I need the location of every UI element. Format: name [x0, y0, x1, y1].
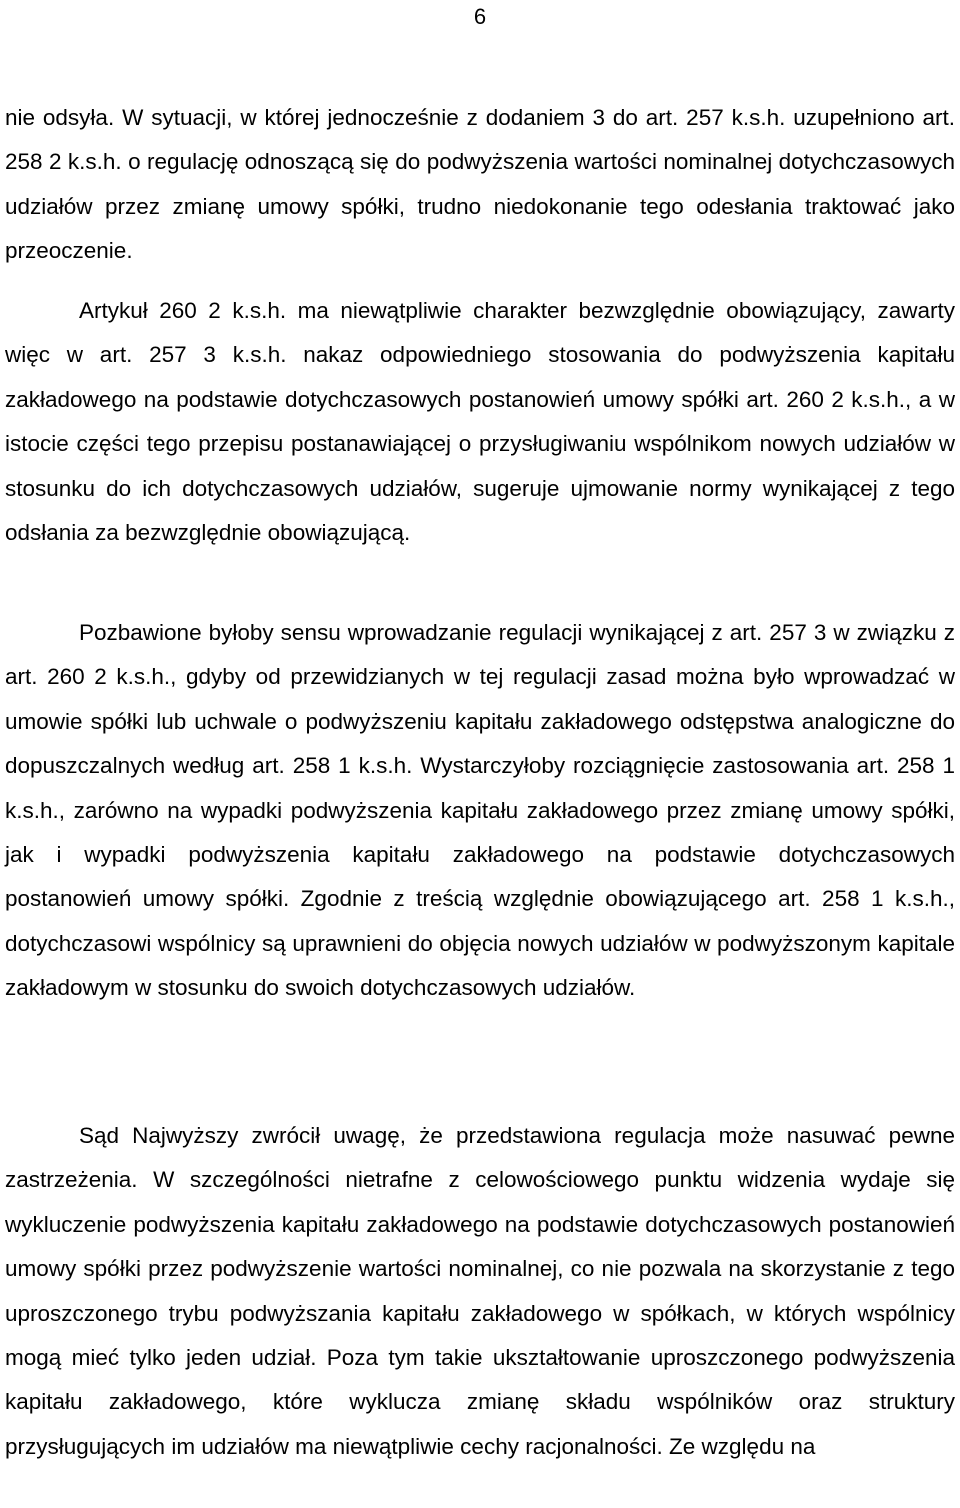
page-number: 6	[473, 4, 487, 29]
paragraph-article-260: Artykuł 260 2 k.s.h. ma niewątpliwie charakter bezwzględnie obowiązujący, zawarty więc w art. 257 3 k.s.h. nakaz odpowiedniego stosowania do podwyższenia kapitału zakładowego na podstawie dotychczasowych postanowień umowy spółki art. 260 2 k.s.h., a w istocie części tego przepisu postanawiającej o przysługiwaniu wspólnikom nowych udziałów w stosunku do ich dotychczasowych udziałów, sugeruje ujmowanie normy wynikającej z tego odsłania za bezwzględnie obowiązującą.	[5, 298, 955, 546]
paragraph-continuation: nie odsyła. W sytuacji, w której jednocześnie z dodaniem 3 do art. 257 k.s.h. uzupełniono art. 258 2 k.s.h. o regulację odnoszącą się do podwyższenia wartości nominalnej dotychczasowych udziałów przez zmianę umowy spółki, trudno niedokonanie tego odesłania traktować jako przeoczenie.	[5, 105, 955, 264]
paragraph-sad-najwyzszy: Sąd Najwyższy zwrócił uwagę, że przedstawiona regulacja może nasuwać pewne zastrzeżenia. W szczególności nietrafne z celowościowego punktu widzenia wydaje się wykluczenie podwyższenia kapitału zakładowego na podstawie dotychczasowych postanowień umowy spółki przez podwyższenie wartości nominalnej, co nie pozwala na skorzystanie z tego uproszczonego trybu podwyższania kapitału zakładowego w spółkach, w których wspólnicy mogą mieć tylko jeden udział. Poza tym takie ukształtowanie uproszczonego podwyższenia kapitału zakładowego, które wyklucza zmianę składu wspólników oraz struktury przysługujących im udziałów ma niewątpliwie cechy racjonalności. Ze względu na	[5, 1123, 955, 1459]
paragraph-pozbawione: Pozbawione byłoby sensu wprowadzanie regulacji wynikającej z art. 257 3 w związku z art. 260 2 k.s.h., gdyby od przewidzianych w tej regulacji zasad można było wprowadzać w umowie spółki lub uchwale o podwyższeniu kapitału zakładowego odstępstwa analogiczne do dopuszczalnych według art. 258 1 k.s.h. Wystarczyłoby rozciągnięcie zastosowania art. 258 1 k.s.h., zarówno na wypadki podwyższenia kapitału zakładowego przez zmianę umowy spółki, jak i wypadki podwyższenia kapitału zakładowego na podstawie dotychczasowych postanowień umowy spółki. Zgodnie z treścią względnie obowiązującego art. 258 1 k.s.h., dotychczasowi wspólnicy są uprawnieni do objęcia nowych udziałów w podwyższonym kapitale zakładowym w stosunku do swoich dotychczasowych udziałów.	[5, 620, 955, 1001]
